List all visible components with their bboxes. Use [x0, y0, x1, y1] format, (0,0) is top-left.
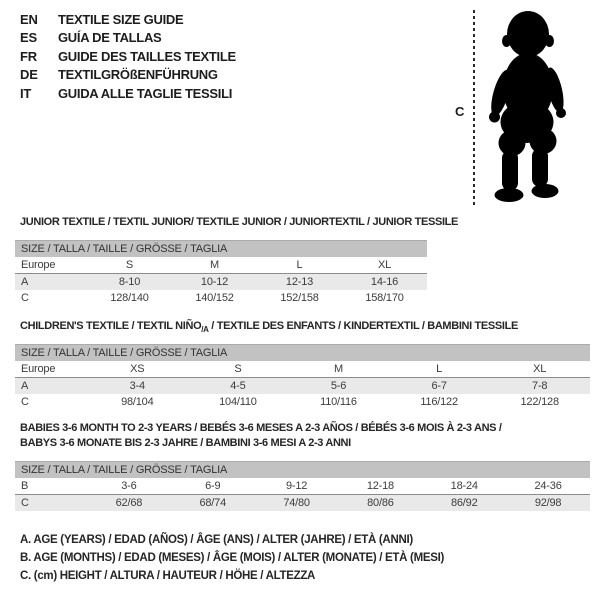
table-row-age	[15, 274, 427, 290]
age-cell: 6-9	[205, 480, 221, 492]
age-cell: 3-6	[121, 480, 137, 492]
junior-section-title: JUNIOR TEXTILE / TEXTIL JUNIOR/ TEXTILE JUNIOR / JUNIORTEXTIL / JUNIOR TESSILE	[20, 216, 459, 228]
toddler-silhouette-image	[482, 8, 574, 204]
row-label: C	[21, 396, 29, 408]
age-cell: 10-12	[200, 276, 229, 288]
height-cell: 92/98	[534, 497, 562, 509]
lang-code: IT	[20, 85, 32, 101]
lang-text: GUIDE DES TAILLES TEXTILE	[58, 48, 236, 64]
lang-row-de	[20, 66, 236, 85]
table-row-age	[15, 378, 590, 394]
babies-section-title	[20, 421, 502, 451]
age-cell: 7-8	[532, 380, 548, 392]
note-height-cm: C. (cm) HEIGHT / ALTURA / HAUTEUR / HÖHE / ALTEZZA	[20, 570, 316, 582]
lang-code: EN	[20, 11, 38, 27]
table-row-europe	[15, 361, 590, 378]
age-cell: 24-36	[534, 480, 562, 492]
size-cell: M	[210, 259, 219, 271]
size-cell: XL	[377, 259, 392, 271]
height-cell: 62/68	[115, 497, 143, 509]
size-cell: S	[125, 259, 134, 271]
height-cell: 152/158	[280, 292, 319, 304]
height-cell: 86/92	[450, 497, 478, 509]
table-row-height	[15, 495, 590, 511]
row-label: B	[21, 480, 29, 492]
row-label: Europe	[21, 363, 56, 375]
height-cell: 74/80	[283, 497, 310, 509]
lang-text: TEXTILGRÖßENFÜHRUNG	[58, 67, 218, 83]
size-table-header: SIZE / TALLA / TAILLE / GRÖSSE / TAGLIA	[15, 344, 590, 361]
height-cell: 110/116	[320, 396, 357, 408]
age-cell: 12-13	[285, 276, 314, 288]
table-row-age-months	[15, 478, 590, 495]
height-cell: 98/104	[121, 396, 154, 408]
row-label: C	[21, 497, 29, 509]
size-cell: L	[436, 363, 443, 375]
height-cell: 104/110	[219, 396, 257, 408]
lang-code: ES	[20, 30, 37, 46]
lang-text: GUIDA ALLE TAGLIE TESSILI	[58, 85, 233, 101]
legend-notes	[20, 531, 444, 585]
age-cell: 14-16	[370, 276, 399, 288]
lang-row-fr	[20, 47, 236, 66]
lang-code: FR	[20, 48, 37, 64]
age-cell: 5-6	[330, 380, 347, 392]
height-cell: 128/140	[110, 292, 149, 304]
size-cell: XS	[130, 363, 145, 375]
size-cell: L	[296, 259, 303, 271]
height-cell: 140/152	[195, 292, 234, 304]
lang-code: DE	[20, 67, 38, 83]
height-cell: 68/74	[199, 497, 226, 509]
lang-row-es	[20, 29, 236, 48]
table-row-height	[15, 394, 590, 410]
age-cell: 9-12	[285, 480, 308, 492]
age-cell: 3-4	[129, 380, 145, 392]
size-cell: M	[334, 363, 343, 375]
size-cell: S	[234, 363, 242, 375]
height-cell: 122/128	[520, 396, 559, 408]
children-title-pre: CHILDREN'S TEXTILE / TEXTIL NIÑO	[20, 320, 202, 332]
height-cell: 80/86	[367, 497, 394, 509]
lang-row-en	[20, 10, 236, 29]
row-label: A	[21, 380, 29, 392]
table-row-europe	[15, 257, 427, 274]
babies-title-line2: BABYS 3-6 MONATE BIS 2-3 JAHRE / BAMBINI 3-6 MESI A 2-3 ANNI	[20, 437, 351, 449]
height-cell: 158/170	[365, 292, 404, 304]
dotted-measure-line	[473, 10, 475, 208]
row-label: Europe	[21, 259, 56, 271]
children-title-post: / TEXTILE DES ENFANTS / KINDERTEXTIL / BAMBINI TESSILE	[208, 320, 518, 332]
lang-row-it	[20, 84, 236, 103]
children-section-title	[20, 320, 518, 334]
age-cell: 12-18	[366, 480, 394, 492]
size-table-header: SIZE / TALLA / TAILLE / GRÖSSE / TAGLIA	[15, 461, 590, 478]
note-age-years: A. AGE (YEARS) / EDAD (AÑOS) / ÂGE (ANS) / ALTER (JAHRE) / ETÀ (ANNI)	[20, 534, 413, 546]
age-cell: 8-10	[118, 276, 141, 288]
height-measure-label: C	[455, 104, 465, 119]
height-cell: 116/122	[420, 396, 458, 408]
junior-size-table	[15, 240, 427, 306]
row-label: C	[21, 292, 29, 304]
size-table-header: SIZE / TALLA / TAILLE / GRÖSSE / TAGLIA	[15, 240, 427, 257]
age-cell: 4-5	[230, 380, 246, 392]
note-age-months: B. AGE (MONTHS) / EDAD (MESES) / ÂGE (MOIS) / ALTER (MONATE) / ETÀ (MESI)	[20, 552, 445, 564]
babies-title-line1: BABIES 3-6 MONTH TO 2-3 YEARS / BEBÉS 3-6 MESES A 2-3 AÑOS / BÉBÉS 3-6 MOIS À 2-3 ANS /	[20, 422, 502, 434]
lang-text: TEXTILE SIZE GUIDE	[58, 11, 184, 27]
children-title-sub: /A	[201, 325, 209, 335]
language-list	[20, 10, 236, 103]
age-cell: 6-7	[431, 380, 447, 392]
children-size-table	[15, 344, 590, 410]
table-row-height	[15, 290, 427, 306]
age-cell: 18-24	[450, 480, 478, 492]
babies-size-table	[15, 461, 590, 511]
row-label: A	[21, 276, 29, 288]
size-cell: XL	[533, 363, 547, 375]
lang-text: GUÍA DE TALLAS	[58, 30, 162, 46]
